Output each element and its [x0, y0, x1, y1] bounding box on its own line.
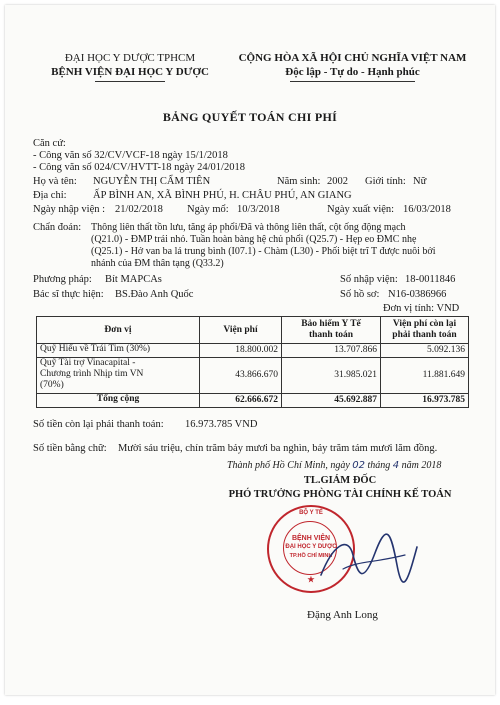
- diagnosis-line: (Q25.1) - Hở van ba lá trung bình (I07.1) - Chàm (L30) - Phối biệt trĩ T được nuôi bởi: [91, 246, 436, 257]
- stamp-star-icon: ★: [307, 575, 315, 584]
- row-fee: 43.866.670: [200, 358, 282, 394]
- signer-title-1: TL.GIÁM ĐỐC: [303, 475, 377, 486]
- stamp-line: BỆNH VIỆN: [291, 535, 331, 542]
- basis-line: - Công văn số 024/CV/HVTT-18 ngày 24/01/2018: [33, 162, 245, 173]
- admission-no: 18-0011846: [405, 274, 456, 285]
- name-label: Họ và tên:: [33, 176, 77, 187]
- date-month: 4: [392, 460, 400, 471]
- patient-name: NGUYỄN THỊ CẨM TIÊN: [93, 176, 211, 187]
- settlement-table: [36, 316, 469, 408]
- row-insurance: 31.985.021: [282, 358, 381, 394]
- amount-words-label: Số tiền bằng chữ:: [33, 443, 107, 454]
- doctor-name: BS.Đào Anh Quốc: [115, 289, 194, 300]
- table-row: [37, 358, 469, 394]
- surgery-date: 10/3/2018: [237, 204, 280, 215]
- row-remaining: 11.881.649: [381, 358, 469, 394]
- basis-line: - Công văn số 32/CV/VCF-18 ngày 15/1/2018: [33, 150, 228, 161]
- table-total-row: [37, 394, 469, 408]
- method-value: Bít MAPCAs: [105, 274, 162, 285]
- method-label: Phương pháp:: [33, 274, 92, 285]
- total-remaining: 16.973.785: [381, 394, 469, 408]
- admission-no-label: Số nhập viện:: [340, 274, 398, 285]
- diagnosis-label: Chẩn đoán:: [33, 222, 82, 233]
- org-underline: [95, 81, 165, 82]
- table-header-row: [37, 317, 469, 344]
- date-year: 2018: [421, 460, 442, 471]
- column-header: Viện phí: [200, 317, 282, 344]
- date-prefix: Thành phố Hồ Chí Minh, ngày: [227, 460, 350, 471]
- doctor-label: Bác sĩ thực hiện:: [33, 289, 104, 300]
- diagnosis-line: nhánh của ĐM thân tạng (Q33.2): [91, 258, 224, 269]
- column-header: Viện phí còn lại phải thanh toán: [381, 317, 469, 344]
- row-unit: Quỹ Tài trợ Vinacapital - Chương trình Nhịp tim VN (70%): [37, 358, 200, 394]
- surgery-label: Ngày mổ:: [187, 204, 229, 215]
- total-fee: 62.666.672: [200, 394, 282, 408]
- row-fee: 18.800.002: [200, 344, 282, 358]
- amount-due-label: Số tiền còn lại phải thanh toán:: [33, 419, 164, 430]
- birth-year: 2002: [327, 176, 348, 187]
- birth-label: Năm sinh:: [277, 176, 321, 187]
- signer-name: Đặng Anh Long: [307, 609, 378, 621]
- document-title: BẢNG QUYẾT TOÁN CHI PHÍ: [162, 110, 338, 124]
- amount-due-value: 16.973.785 VND: [185, 419, 258, 430]
- discharge-date: 16/03/2018: [403, 204, 451, 215]
- currency-unit: Đơn vị tính: VND: [383, 303, 460, 314]
- national-title: CỘNG HÒA XÃ HỘI CHỦ NGHĨA VIỆT NAM: [238, 52, 467, 64]
- admit-date: 21/02/2018: [115, 204, 163, 215]
- national-motto: Độc lập - Tự do - Hạnh phúc: [285, 66, 420, 78]
- date-year-word: năm: [401, 460, 419, 471]
- record-no: N16-0386966: [388, 289, 447, 300]
- address-label: Địa chỉ:: [33, 190, 67, 201]
- handwritten-signature: [313, 525, 423, 595]
- column-header: Đơn vị: [37, 317, 200, 344]
- stamp-top-text: BỘ Y TẾ: [299, 510, 323, 516]
- discharge-label: Ngày xuất viện:: [327, 204, 395, 215]
- row-remaining: 5.092.136: [381, 344, 469, 358]
- total-insurance: 45.692.887: [282, 394, 381, 408]
- column-header: Bảo hiểm Y Tế thanh toán: [282, 317, 381, 344]
- basis-label: Căn cứ:: [33, 138, 66, 149]
- total-label: Tổng cộng: [37, 394, 200, 408]
- motto-underline: [290, 81, 415, 82]
- row-unit: Quỹ Hiếu về Trái Tim (30%): [37, 344, 200, 358]
- amount-words-value: Mười sáu triệu, chín trăm bảy mươi ba nghìn, bảy trăm tám mươi lăm đồng.: [118, 443, 438, 454]
- org-name: BỆNH VIỆN ĐẠI HỌC Y DƯỢC: [51, 66, 209, 78]
- diagnosis-line: (Q21.0) - ĐMP trái nhỏ. Tuần hoàn bàng hệ chủ phổi (Q25.7) - Hẹp eo ĐMC nhẹ: [91, 234, 417, 245]
- document-page: [5, 5, 495, 695]
- date-line: [227, 459, 441, 472]
- address-value: ẤP BÌNH AN, XÃ BÌNH PHÚ, H. CHÂU PHÚ, AN GIANG: [93, 190, 352, 201]
- table-row: [37, 344, 469, 358]
- row-insurance: 13.707.866: [282, 344, 381, 358]
- stamp-line: ĐẠI HỌC Y DƯỢC: [285, 544, 337, 550]
- date-month-word: tháng: [367, 460, 391, 471]
- date-day: 02: [352, 460, 366, 471]
- org-parent: ĐẠI HỌC Y DƯỢC TPHCM: [64, 52, 196, 64]
- signer-title-2: PHÓ TRƯỞNG PHÒNG TÀI CHÍNH KẾ TOÁN: [228, 489, 452, 500]
- record-no-label: Số hồ sơ:: [340, 289, 380, 300]
- gender-label: Giới tính:: [365, 176, 406, 187]
- stamp-line: TP.HỒ CHÍ MINH: [289, 553, 333, 559]
- admit-label: Ngày nhập viện :: [33, 204, 106, 215]
- diagnosis-line: Thông liên thất tồn lưu, tăng áp phổi/Đã và thông liên thất, cột ống động mạch: [91, 222, 406, 233]
- gender-value: Nữ: [413, 176, 427, 187]
